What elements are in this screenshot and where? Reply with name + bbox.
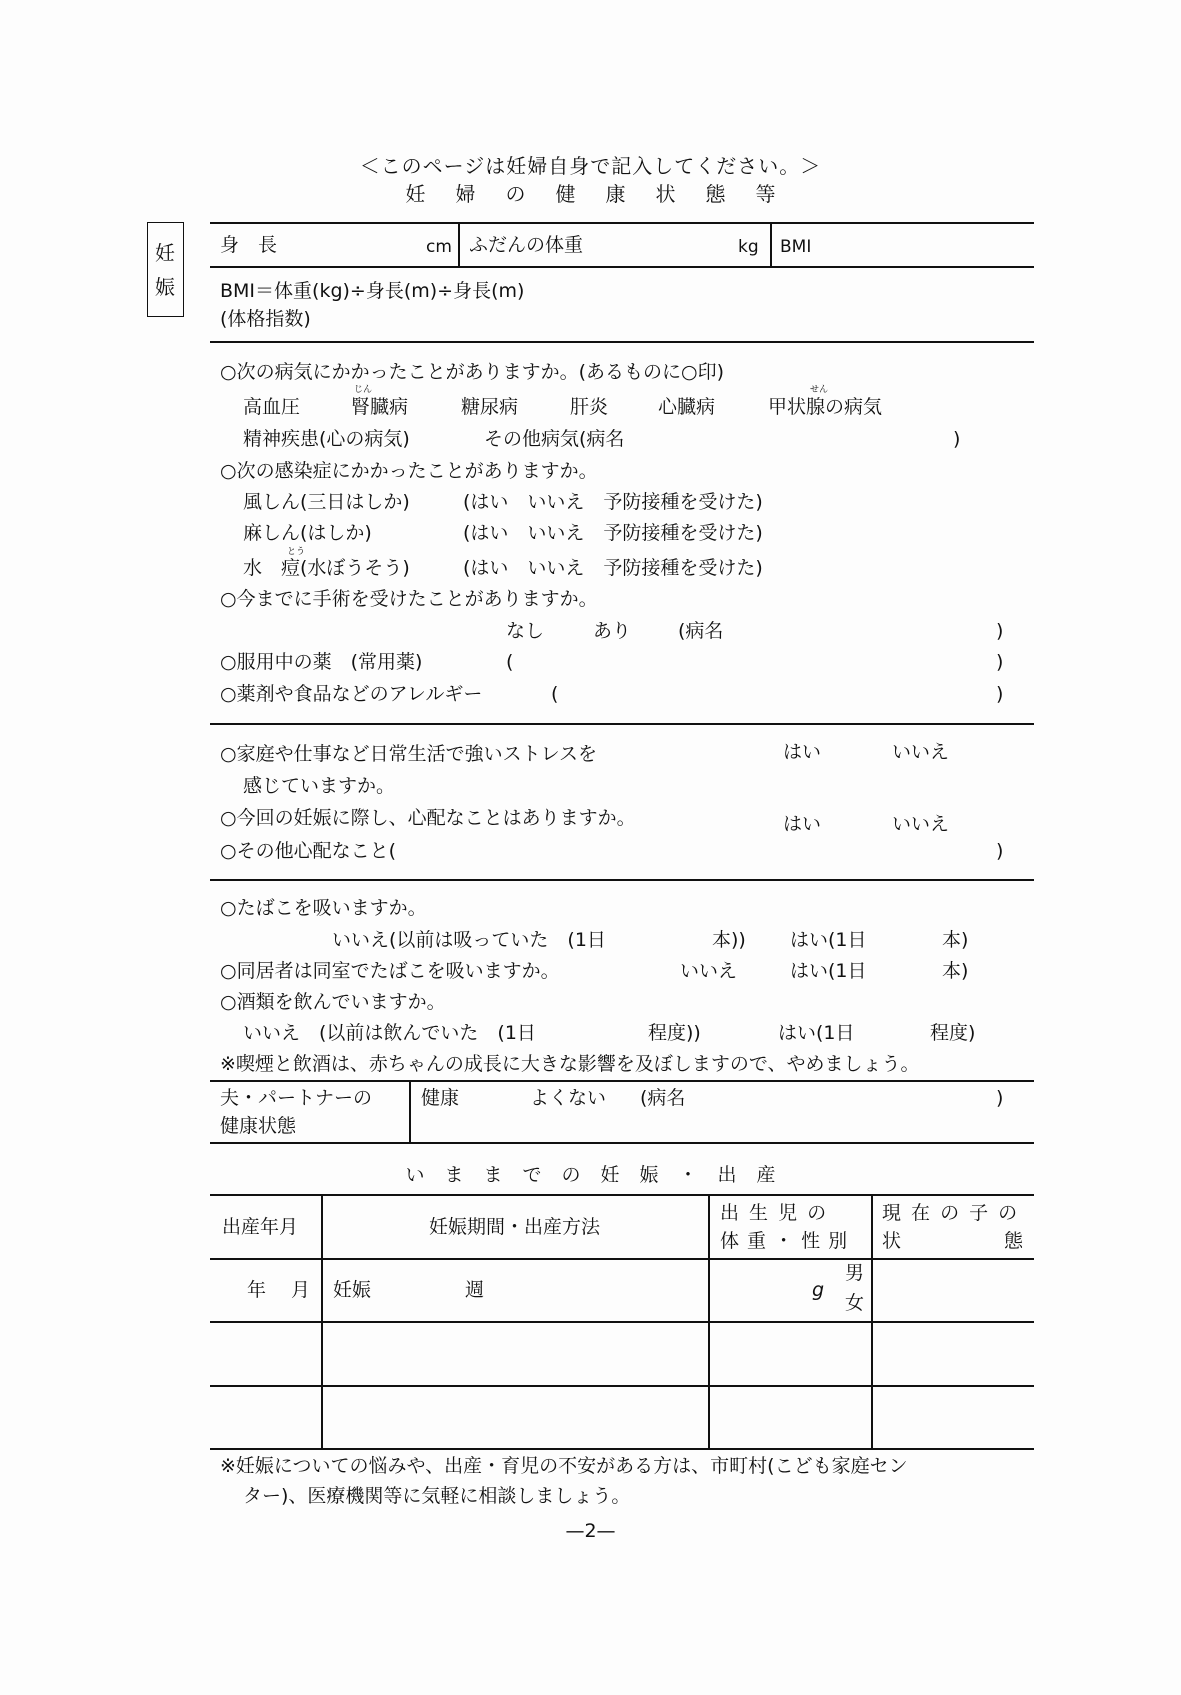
bmi-input[interactable] — [830, 232, 1025, 260]
infection-chickenpox-options[interactable]: (はい いいえ 予防接種を受けた) — [463, 557, 763, 579]
divider — [770, 222, 772, 267]
pregnancy-side-label — [147, 222, 184, 317]
household-smoke-no-option[interactable]: いいえ — [680, 960, 738, 982]
col-header-birth-weight-line2: 体 重 ・ 性 別 — [720, 1230, 849, 1252]
table-border — [210, 1448, 1034, 1450]
row3-status-cell[interactable] — [873, 1387, 1033, 1447]
col-header-child-status-line2a: 状 — [882, 1230, 902, 1252]
infection-chickenpox: 水 痘(水ぼうそう) — [243, 557, 410, 579]
col-header-birth-weight-line1: 出 生 児 の — [720, 1202, 829, 1224]
stress-question-line1: ○家庭や仕事など日常生活で強いストレスを — [220, 743, 598, 765]
medication-question: ○服用中の薬 (常用薬) — [220, 651, 423, 673]
close-paren: ) — [996, 620, 1004, 642]
infections-question: ○次の感染症にかかったことがありますか。 — [220, 460, 598, 482]
partner-disease-input[interactable] — [700, 1085, 990, 1111]
stress-no-option[interactable]: いいえ — [892, 741, 950, 763]
open-paren: ( — [506, 651, 514, 673]
page-instruction: ＜このページは妊婦自身で記入してください。＞ — [359, 154, 822, 178]
worry-no-option[interactable]: いいえ — [892, 813, 950, 835]
disease-option-diabetes[interactable]: 糖尿病 — [461, 396, 519, 418]
household-smoke-question: ○同居者は同室でたばこを吸いますか。 — [220, 960, 560, 982]
allergy-question: ○薬剤や食品などのアレルギー — [220, 683, 483, 705]
row2-birth-date-cell[interactable] — [212, 1323, 320, 1383]
other-worry-label: ○その他心配なこと( — [220, 840, 396, 862]
alcohol-yes-option[interactable]: はい(1日 — [778, 1022, 855, 1044]
other-disease-input[interactable] — [650, 426, 950, 452]
row2-status-cell[interactable] — [873, 1323, 1033, 1383]
household-smoke-count-end: 本) — [942, 960, 969, 982]
ruby-sen: せん — [810, 385, 829, 395]
col-header-birth-date: 出産年月 — [222, 1216, 299, 1238]
surgery-question: ○今までに手術を受けたことがありますか。 — [220, 588, 598, 610]
close-paren: ) — [996, 1087, 1004, 1109]
divider — [210, 723, 1034, 725]
row2-weight-cell[interactable] — [710, 1323, 870, 1383]
row2-pregnancy-cell[interactable] — [323, 1323, 707, 1383]
col-header-child-status-line2b: 態 — [1004, 1230, 1024, 1252]
alcohol-yes-amount-end: 程度) — [930, 1022, 976, 1044]
alcohol-no-option[interactable]: いいえ (以前は飲んでいた (1日 — [243, 1022, 536, 1044]
row1-month-label: 月 — [291, 1279, 311, 1301]
row3-pregnancy-cell[interactable] — [323, 1387, 707, 1447]
row3-weight-cell[interactable] — [710, 1387, 870, 1447]
partner-not-good-option[interactable]: よくない — [530, 1087, 607, 1109]
partner-label-line2: 健康状態 — [220, 1115, 297, 1137]
smoking-drinking-warning: ※喫煙と飲酒は、赤ちゃんの成長に大きな影響を及ぼしますので、やめましょう。 — [220, 1053, 920, 1075]
disease-option-hypertension[interactable]: 高血圧 — [243, 396, 301, 418]
divider — [210, 879, 1034, 881]
disease-option-thyroid[interactable]: 甲状腺の病気 — [768, 396, 883, 418]
disease-option-kidney[interactable]: 腎臓病 — [351, 396, 409, 418]
divider — [210, 222, 1034, 224]
infection-rubella-options[interactable]: (はい いいえ 予防接種を受けた) — [463, 491, 763, 513]
smoke-no-option[interactable]: いいえ(以前は吸っていた (1日 — [332, 929, 606, 951]
close-paren: ) — [996, 651, 1004, 673]
row1-female-option[interactable]: 女 — [845, 1292, 865, 1314]
infection-rubella: 風しん(三日はしか) — [243, 491, 410, 513]
side-label-char-2: 娠 — [155, 275, 175, 299]
smoke-no-count-end: 本)) — [712, 929, 746, 951]
row1-grams-label: g — [812, 1279, 825, 1301]
alcohol-no-amount-end: 程度)) — [648, 1022, 701, 1044]
divider — [210, 1142, 1034, 1144]
row1-weeks-label: 週 — [465, 1279, 485, 1301]
close-paren: ) — [996, 840, 1004, 862]
col-header-child-status-line1: 現 在 の 子 の — [882, 1202, 1020, 1224]
row1-year-label: 年 — [247, 1279, 267, 1301]
row1-pregnancy-label: 妊娠 — [333, 1279, 372, 1301]
bmi-label: BMI — [780, 237, 812, 257]
bmi-formula: BMI＝体重(kg)÷身長(m)÷身長(m) — [220, 280, 525, 302]
disease-option-hepatitis[interactable]: 肝炎 — [570, 396, 609, 418]
smoke-yes-option[interactable]: はい(1日 — [790, 929, 867, 951]
consultation-note-line1: ※妊娠についての悩みや、出産・育児の不安がある方は、市町村(こども家庭セン — [220, 1455, 908, 1477]
surgery-name-input[interactable] — [740, 618, 990, 644]
divider — [210, 266, 1034, 268]
infection-measles-options[interactable]: (はい いいえ 予防接種を受けた) — [463, 522, 763, 544]
consultation-note-line2: ター)、医療機関等に気軽に相談しましょう。 — [243, 1485, 631, 1507]
weight-unit: kg — [738, 237, 759, 257]
infection-measles: 麻しん(はしか) — [243, 522, 372, 544]
stress-question-line2: 感じていますか。 — [243, 775, 396, 797]
partner-disease-label: (病名 — [640, 1087, 686, 1109]
weight-label: ふだんの体重 — [469, 234, 584, 256]
page-number: —2— — [565, 1520, 616, 1542]
other-worry-input[interactable] — [430, 838, 990, 864]
col-header-pregnancy-method: 妊娠期間・出産方法 — [428, 1216, 600, 1238]
page-title: 妊婦の健康状態等 — [405, 182, 806, 206]
past-pregnancies-heading: いままでの妊娠・出産 — [405, 1164, 796, 1186]
divider — [210, 1080, 1034, 1082]
row3-birth-date-cell[interactable] — [212, 1387, 320, 1447]
surgery-none-option[interactable]: なし — [506, 620, 545, 642]
disease-option-mental[interactable]: 精神疾患(心の病気) — [243, 428, 410, 450]
partner-label-line1: 夫・パートナーの — [220, 1087, 373, 1109]
medication-input[interactable] — [520, 649, 990, 675]
surgery-yes-option[interactable]: あり — [593, 620, 632, 642]
divider — [210, 341, 1034, 343]
worry-question: ○今回の妊娠に際し、心配なことはありますか。 — [220, 807, 636, 829]
close-paren: ) — [953, 428, 961, 450]
height-unit: cm — [426, 237, 452, 257]
bmi-note: (体格指数) — [220, 308, 311, 330]
open-paren: ( — [551, 683, 559, 705]
partner-healthy-option[interactable]: 健康 — [421, 1087, 460, 1109]
smoke-question: ○たばこを吸いますか。 — [220, 897, 427, 919]
stress-yes-option[interactable]: はい — [783, 741, 822, 763]
disease-option-heart[interactable]: 心臓病 — [658, 396, 716, 418]
side-label-char-1: 妊 — [155, 241, 175, 265]
close-paren: ) — [996, 683, 1004, 705]
divider — [458, 222, 460, 267]
ruby-tou: とう — [287, 547, 306, 557]
table-border — [210, 1258, 1034, 1260]
worry-yes-option[interactable]: はい — [783, 813, 822, 835]
household-smoke-yes-option[interactable]: はい(1日 — [790, 960, 867, 982]
weight-input[interactable] — [620, 232, 730, 260]
ruby-jin: じん — [354, 385, 373, 395]
row1-male-option[interactable]: 男 — [845, 1262, 865, 1284]
surgery-name-label: (病名 — [678, 620, 724, 642]
disease-option-other[interactable]: その他病気(病名 — [484, 428, 625, 450]
alcohol-question: ○酒類を飲んでいますか。 — [220, 991, 446, 1013]
divider — [409, 1080, 411, 1143]
allergy-input[interactable] — [565, 681, 990, 707]
height-label: 身 長 — [220, 234, 278, 256]
diseases-question: ○次の病気にかかったことがありますか。(あるものに○印) — [220, 361, 724, 383]
smoke-yes-count-end: 本) — [942, 929, 969, 951]
table-border — [210, 1194, 1034, 1196]
